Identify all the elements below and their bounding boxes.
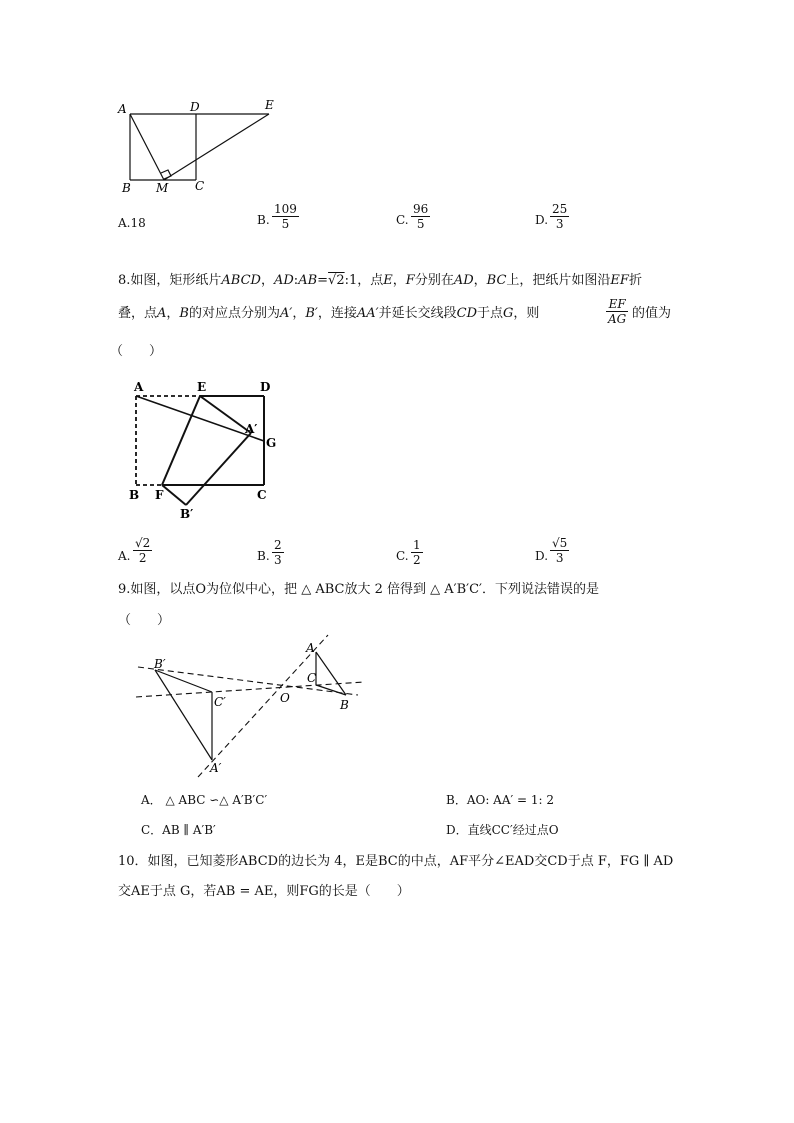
q8-var: A	[157, 306, 167, 321]
q8-option-c-den: 2	[413, 553, 421, 567]
q8-option-a-den: 2	[138, 551, 147, 565]
q8-ratio-fraction	[606, 297, 628, 326]
q8-label-E: E	[197, 380, 207, 394]
q9-label-A1: A′	[210, 761, 222, 775]
q8-var: AD	[273, 273, 294, 288]
q8-option-d-num: √5	[552, 536, 568, 550]
q7-option-c[interactable]	[396, 202, 456, 242]
q8-option-a-letter: A.	[118, 549, 131, 563]
q8-text: ，连接	[317, 306, 357, 321]
q7-option-b[interactable]	[257, 202, 317, 242]
q8-var: B	[179, 306, 189, 321]
q8-text: :	[293, 273, 299, 288]
q8-label-D: D	[260, 380, 271, 394]
q8-option-b-fraction	[272, 538, 284, 567]
q8-option-c[interactable]	[396, 536, 456, 576]
q8-text: ，	[392, 273, 406, 288]
q8-text: 于点	[477, 306, 504, 321]
q8-var: F	[405, 273, 415, 288]
q8-ratio-den: AG	[608, 312, 627, 326]
q9-label-C: C	[307, 671, 317, 685]
q8-option-c-num: 1	[413, 538, 421, 552]
q8-option-a-num: √2	[135, 536, 151, 550]
q7-option-c-den: 5	[416, 217, 425, 231]
q8-label-B: B	[129, 488, 140, 502]
q8-line-A1B1	[186, 433, 251, 505]
q8-label-G: G	[266, 436, 277, 450]
q8-option-c-fraction	[411, 538, 423, 567]
q7-label-C: C	[195, 179, 205, 193]
q8-text: :1，点	[344, 273, 384, 288]
q9-side-BA	[316, 652, 346, 695]
q8-option-a-fraction	[133, 536, 152, 565]
q9-label-O: O	[280, 691, 290, 705]
q7-option-d-den: 3	[555, 217, 564, 231]
q8-label-C: C	[257, 488, 267, 502]
q7-label-D: D	[190, 100, 200, 114]
q8-text: 折	[628, 273, 642, 288]
q7-option-d[interactable]	[535, 202, 595, 242]
q8-text: =	[317, 273, 329, 288]
q7-option-a-letter: A.	[118, 216, 131, 230]
q8-option-d[interactable]	[535, 536, 595, 576]
q8-text: 8.如图，矩形纸片	[118, 273, 222, 288]
q7-label-A: A	[118, 102, 127, 116]
q8-figure	[120, 375, 290, 520]
q10-stem-line-1: 10．如图，已知菱形ABCD的边长为 4，E是BC的中点，AF平分∠EAD交CD于点 F，FG ∥ AD	[118, 854, 674, 869]
q8-option-b-num: 2	[274, 538, 282, 552]
q8-text: 并延长交线段	[378, 306, 457, 321]
q7-label-B: B	[122, 181, 131, 195]
q8-sqrt: √2	[328, 273, 345, 288]
q9-label-B1: B′	[154, 657, 166, 671]
q8-option-c-letter: C.	[396, 549, 409, 563]
q9-option-d[interactable]: D．直线CC′经过点O	[446, 823, 559, 837]
q8-option-b-letter: B.	[257, 549, 270, 563]
q8-var: EF	[610, 273, 629, 288]
q8-text: 上，把纸片如图沿	[506, 273, 611, 288]
q7-figure	[115, 95, 295, 200]
q8-line-FB1	[162, 485, 186, 505]
q8-option-a[interactable]	[118, 536, 178, 576]
q9-dashed-B1-B	[138, 667, 358, 695]
q8-var: CD	[456, 306, 478, 321]
q7-option-b-den: 5	[281, 217, 290, 231]
q7-option-b-num: 109	[274, 202, 297, 216]
q7-option-a-value: 18	[130, 216, 146, 230]
q8-label-B1: B′	[180, 507, 194, 520]
q7-option-c-num: 96	[413, 202, 429, 216]
q7-option-d-fraction	[550, 202, 569, 231]
q8-text: ，则	[513, 306, 540, 321]
q7-option-c-fraction	[411, 202, 430, 231]
q7-option-c-letter: C.	[396, 213, 409, 227]
q8-option-b-den: 3	[274, 553, 282, 567]
q9-option-a[interactable]: A． △ ABC ∽△ A′B′C′	[141, 793, 268, 807]
q8-ratio-num: EF	[606, 297, 628, 312]
q8-var: AA′	[356, 306, 379, 321]
q7-option-d-num: 25	[552, 202, 568, 216]
q8-var: AB	[298, 273, 318, 288]
q8-text: ，	[292, 306, 306, 321]
q8-line-2	[118, 304, 539, 324]
q8-label-F: F	[155, 488, 164, 502]
q8-var: B′	[305, 306, 318, 321]
q8-line-EF	[162, 396, 200, 485]
q8-label-A1: A′	[245, 422, 258, 436]
q8-var: ABCD	[221, 273, 261, 288]
q8-line-1	[118, 271, 642, 291]
q8-text: 分别在	[414, 273, 454, 288]
q8-option-d-letter: D.	[535, 549, 549, 563]
q9-option-c[interactable]: C．AB ∥ A′B′	[141, 823, 216, 837]
q9-label-A: A	[306, 641, 315, 655]
q7-label-E: E	[265, 98, 274, 112]
q8-text: 叠，点	[118, 306, 158, 321]
q8-text: ，	[473, 273, 487, 288]
q8-text: ，	[166, 306, 180, 321]
q7-option-b-fraction	[272, 202, 299, 231]
q8-var: A′	[280, 306, 293, 321]
q7-line-ME	[164, 114, 269, 180]
q7-option-d-letter: D.	[535, 213, 549, 227]
q9-side-A1B1	[155, 670, 212, 760]
q8-line-2-tail: 的值为	[632, 306, 672, 321]
q8-option-d-fraction	[550, 536, 569, 565]
q8-label-A: A	[134, 380, 144, 394]
q8-answer-paren: （ ）	[110, 344, 163, 359]
q7-option-b-letter: B.	[257, 213, 270, 227]
q9-label-C1: C′	[214, 695, 226, 709]
q8-text: ，	[260, 273, 274, 288]
q9-option-b[interactable]: B．AO: AA′ = 1: 2	[446, 793, 555, 807]
q8-var: BC	[486, 273, 507, 288]
q9-figure	[128, 632, 373, 782]
q8-var: AD	[453, 273, 474, 288]
q10-stem-line-2: 交AE于点 G，若AB = AE，则FG的长是（ ）	[118, 884, 410, 899]
q8-var: G	[503, 306, 514, 321]
q9-stem: 9.如图，以点O为位似中心，把 △ ABC放大 2 倍得到 △ A′B′C′．下列说法错误的是	[118, 582, 599, 597]
q7-line-AM	[130, 114, 164, 180]
q7-label-M: M	[156, 181, 169, 195]
q7-option-a[interactable]	[118, 212, 146, 233]
q8-option-b[interactable]	[257, 536, 317, 576]
q9-label-B: B	[340, 698, 349, 712]
q8-option-d-den: 3	[555, 551, 564, 565]
q8-var: E	[383, 273, 393, 288]
q9-answer-paren: （ ）	[118, 613, 171, 628]
q8-text: 的对应点分别为	[188, 306, 280, 321]
